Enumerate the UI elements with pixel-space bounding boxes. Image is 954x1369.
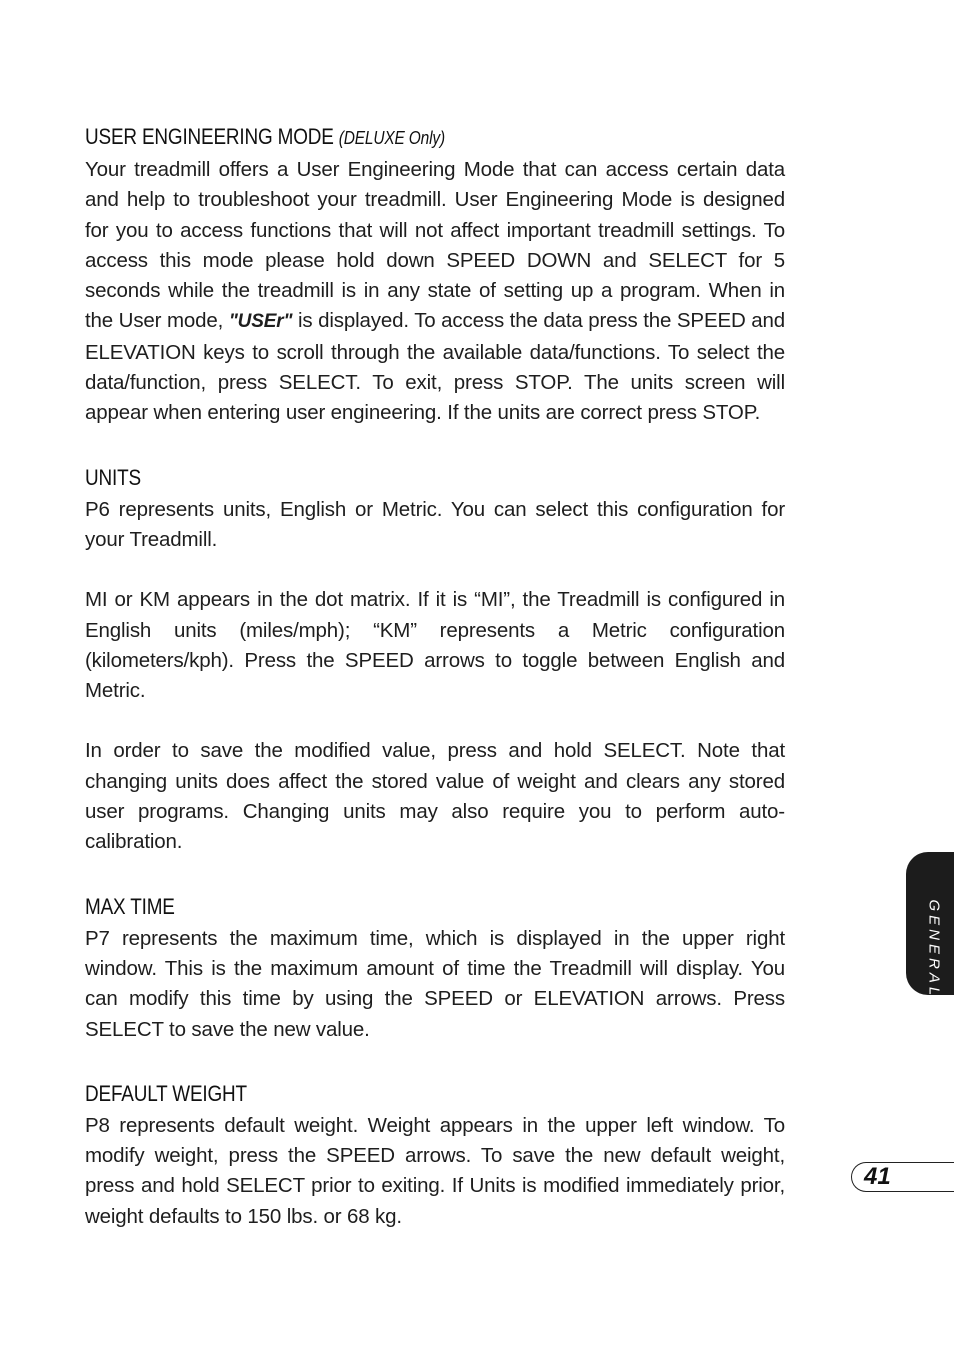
section-heading: MAX TIME — [85, 893, 175, 919]
section-default-weight — [85, 1077, 785, 1232]
emphasis-text: "USEr" — [228, 311, 293, 333]
section-heading: DEFAULT WEIGHT — [85, 1080, 247, 1106]
section-heading: UNITS — [85, 464, 141, 490]
paragraph-text: Your treadmill offers a User Engineering Mode that can access certain data and help to troubleshoot your treadmill. User Engineering Mode is designed for you to access functions that will not affect important treadmill settings. To access this mode please hold down SPEED DOWN and SELECT for 5 seconds while the treadmill is in any state of setting up a program. When in the User mode, — [85, 158, 785, 333]
page-content — [85, 120, 785, 1232]
section-units — [85, 461, 785, 858]
side-tab-label: GENERAL — [925, 899, 943, 1000]
paragraph — [85, 155, 785, 429]
section-user-engineering-mode — [85, 120, 785, 429]
paragraph: P6 represents units, English or Metric. You can select this configuration for your Treadmill. — [85, 497, 785, 551]
section-heading — [85, 120, 687, 155]
page-number: 41 — [864, 1163, 891, 1190]
section-max-time — [85, 890, 785, 1045]
paragraph: In order to save the modified value, press and hold SELECT. Note that changing units does affect the stored value of weight and clears any stored user programs. Changing units may also require you to perform auto-calibration. — [85, 739, 785, 854]
paragraph-text: is displayed. To access the data press the SPEED and ELEVATION keys to scroll through the available data/functions. To select the data/function, press SELECT. To exit, press STOP. The units screen will appear when entering user engineering. If the units are correct press STOP. — [85, 309, 786, 425]
paragraph: P7 represents the maximum time, which is displayed in the upper right window. This is the maximum amount of time the Treadmill will display. You can modify this time by using the SPEED or ELEVATION arrows. Press SELECT to save the new value. — [85, 926, 785, 1041]
paragraph: P8 represents default weight. Weight appears in the upper left window. To modify weight, press the SPEED arrows. To save the new default weight, press and hold SELECT prior to exiting. If Units is modified immediately prior, weight defaults to 150 lbs. or 68 kg. — [85, 1113, 785, 1228]
heading-text: USER ENGINEERING MODE — [85, 124, 334, 149]
paragraph: MI or KM appears in the dot matrix. If it is “MI”, the Treadmill is configured in English units (miles/mph); “KM” represents a Metric configuration (kilometers/kph). Press the SPEED arrows to toggle between English and Metric. — [85, 588, 785, 703]
heading-subtitle: (DELUXE Only) — [338, 128, 445, 148]
